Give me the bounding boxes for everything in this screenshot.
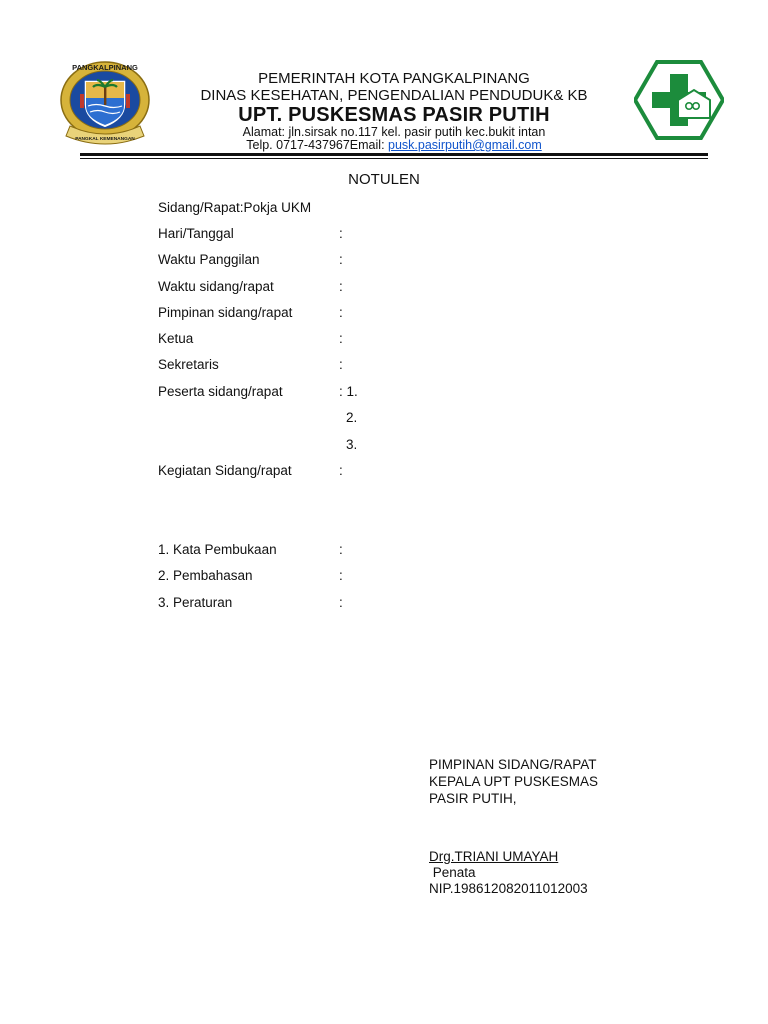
header-phone: Telp. 0717-437967Email: <box>246 138 389 152</box>
pangkalpinang-crest-logo <box>56 56 154 148</box>
field-waktu-panggilan-label: Waktu Panggilan <box>158 252 260 267</box>
puskesmas-logo <box>634 60 724 140</box>
header-puskesmas-name: UPT. PUSKESMAS PASIR PUTIH <box>238 104 550 126</box>
signature-title-line1: PIMPINAN SIDANG/RAPAT <box>429 757 597 772</box>
agenda-item-pembahasan-colon: : <box>339 568 343 583</box>
agenda-item-peraturan: 3. Peraturan <box>158 595 233 610</box>
field-sekretaris-label: Sekretaris <box>158 357 219 372</box>
signature-title-line3: PASIR PUTIH, <box>429 791 517 806</box>
field-kegiatan-label: Kegiatan Sidang/rapat <box>158 463 292 478</box>
field-kegiatan-colon: : <box>339 463 343 478</box>
letterhead-rule-thick <box>80 153 708 156</box>
header-address: Alamat: jln.sirsak no.117 kel. pasir putih kec.bukit intan <box>242 125 546 139</box>
crest-bottom-text: PANGKAL KEMENANGAN <box>75 137 135 142</box>
field-waktu-sidang-colon: : <box>339 279 343 294</box>
field-ketua-label: Ketua <box>158 331 194 346</box>
letterhead-rule-thin <box>80 158 708 159</box>
field-peserta-num-2: 2. <box>346 410 358 425</box>
crest-top-text: PANGKALPINANG <box>72 63 138 72</box>
email-link[interactable]: pusk.pasirputih@gmail.com <box>388 138 542 152</box>
field-ketua-colon: : <box>339 331 343 346</box>
field-peserta-num-3: 3. <box>346 437 358 452</box>
field-hari-tanggal-colon: : <box>339 226 343 241</box>
agenda-item-peraturan-colon: : <box>339 595 343 610</box>
header-government-line: PEMERINTAH KOTA PANGKALPINANG <box>258 70 530 87</box>
signature-title-line2: KEPALA UPT PUSKESMAS <box>429 774 599 789</box>
field-peserta-label: Peserta sidang/rapat <box>158 384 283 399</box>
field-waktu-panggilan-colon: : <box>339 252 343 267</box>
signatory-nip: NIP.198612082011012003 <box>429 881 588 896</box>
signatory-rank: Penata <box>429 865 476 880</box>
agenda-item-pembahasan: 2. Pembahasan <box>158 568 253 583</box>
field-pimpinan-label: Pimpinan sidang/rapat <box>158 305 293 320</box>
field-sekretaris-colon: : <box>339 357 343 372</box>
signatory-name: Drg.TRIANI UMAYAH <box>429 849 559 864</box>
document-title: NOTULEN <box>348 171 420 188</box>
agenda-item-kata-pembukaan: 1. Kata Pembukaan <box>158 542 277 557</box>
agenda-item-kata-pembukaan-colon: : <box>339 542 343 557</box>
field-waktu-sidang-label: Waktu sidang/rapat <box>158 279 274 294</box>
field-sidang-rapat: Sidang/Rapat:Pokja UKM <box>158 200 312 215</box>
field-pimpinan-colon: : <box>339 305 343 320</box>
field-hari-tanggal-label: Hari/Tanggal <box>158 226 234 241</box>
header-contact <box>156 138 632 152</box>
field-peserta-num-1: : 1. <box>339 384 358 399</box>
header-department-line: DINAS KESEHATAN, PENGENDALIAN PENDUDUK& KB <box>200 87 588 104</box>
